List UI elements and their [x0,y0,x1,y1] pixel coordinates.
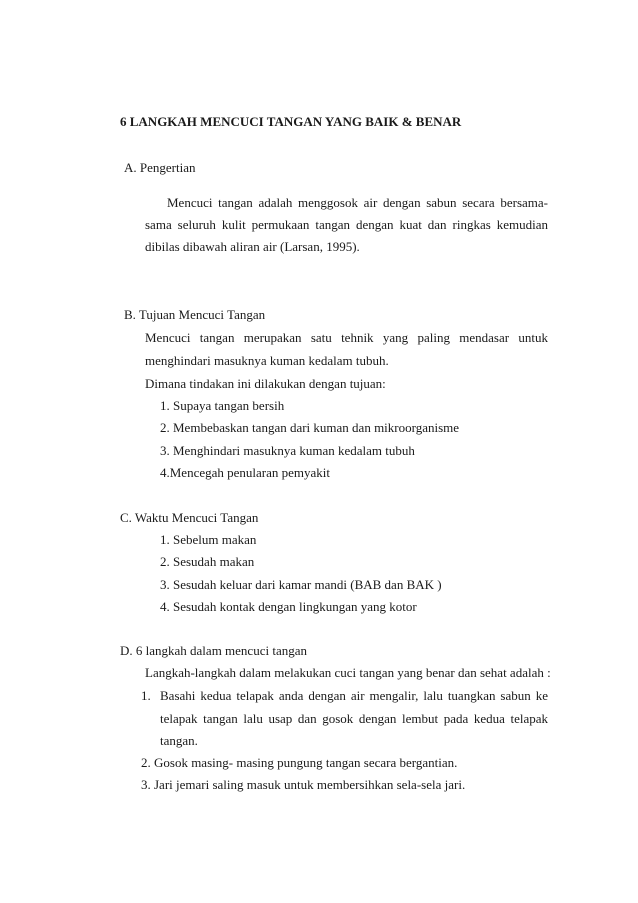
section-b-line-2: menghindari masuknya kuman kedalam tubuh. [145,353,389,368]
section-d-item-2: 2. Gosok masing- masing pungung tangan secara bergantian. [141,755,458,770]
section-a-line-1: Mencuci tangan adalah menggosok air dengan sabun secara bersama- [167,195,548,210]
section-c-item-3: 3. Sesudah keluar dari kamar mandi (BAB dan BAK ) [160,577,442,592]
section-b-item-4: 4.Mencegah penularan pemyakit [160,465,331,480]
section-b-heading: B. Tujuan Mencuci Tangan [124,307,266,322]
section-c-item-4: 4. Sesudah kontak dengan lingkungan yang kotor [160,599,417,614]
section-d-item-1-line-2: telapak tangan lalu usap dan gosok dengan lembut pada kedua telapak [160,711,548,726]
section-c-heading: C. Waktu Mencuci Tangan [120,510,259,525]
section-c-item-1: 1. Sebelum makan [160,532,257,547]
section-a-line-2: sama seluruh kulit permukaan tangan dengan kuat dan ringkas kemudian [145,217,548,232]
section-b-item-2: 2. Membebaskan tangan dari kuman dan mikroorganisme [160,420,460,435]
section-b-item-3: 3. Menghindari masuknya kuman kedalam tubuh [160,443,415,458]
section-d-heading: D. 6 langkah dalam mencuci tangan [120,643,307,658]
section-c-item-2: 2. Sesudah makan [160,554,255,569]
section-b-item-1: 1. Supaya tangan bersih [160,398,285,413]
section-a-line-3: dibilas dibawah aliran air (Larsan, 1995). [145,239,360,254]
section-d-item-3: 3. Jari jemari saling masuk untuk membersihkan sela-sela jari. [141,777,466,792]
section-b-line-3: Dimana tindakan ini dilakukan dengan tujuan: [145,376,386,391]
document-title: 6 LANGKAH MENCUCI TANGAN YANG BAIK & BENAR [120,114,462,129]
section-a-heading: A. Pengertian [124,160,196,175]
section-d-item-1-number: 1. [141,688,151,703]
section-b-line-1: Mencuci tangan merupakan satu tehnik yang paling mendasar untuk [145,330,548,345]
section-d-item-1-line-3: tangan. [160,733,198,748]
section-d-item-1-line-1: Basahi kedua telapak anda dengan air mengalir, lalu tuangkan sabun ke [160,688,548,703]
section-d-intro: Langkah-langkah dalam melakukan cuci tangan yang benar dan sehat adalah : [145,665,551,680]
